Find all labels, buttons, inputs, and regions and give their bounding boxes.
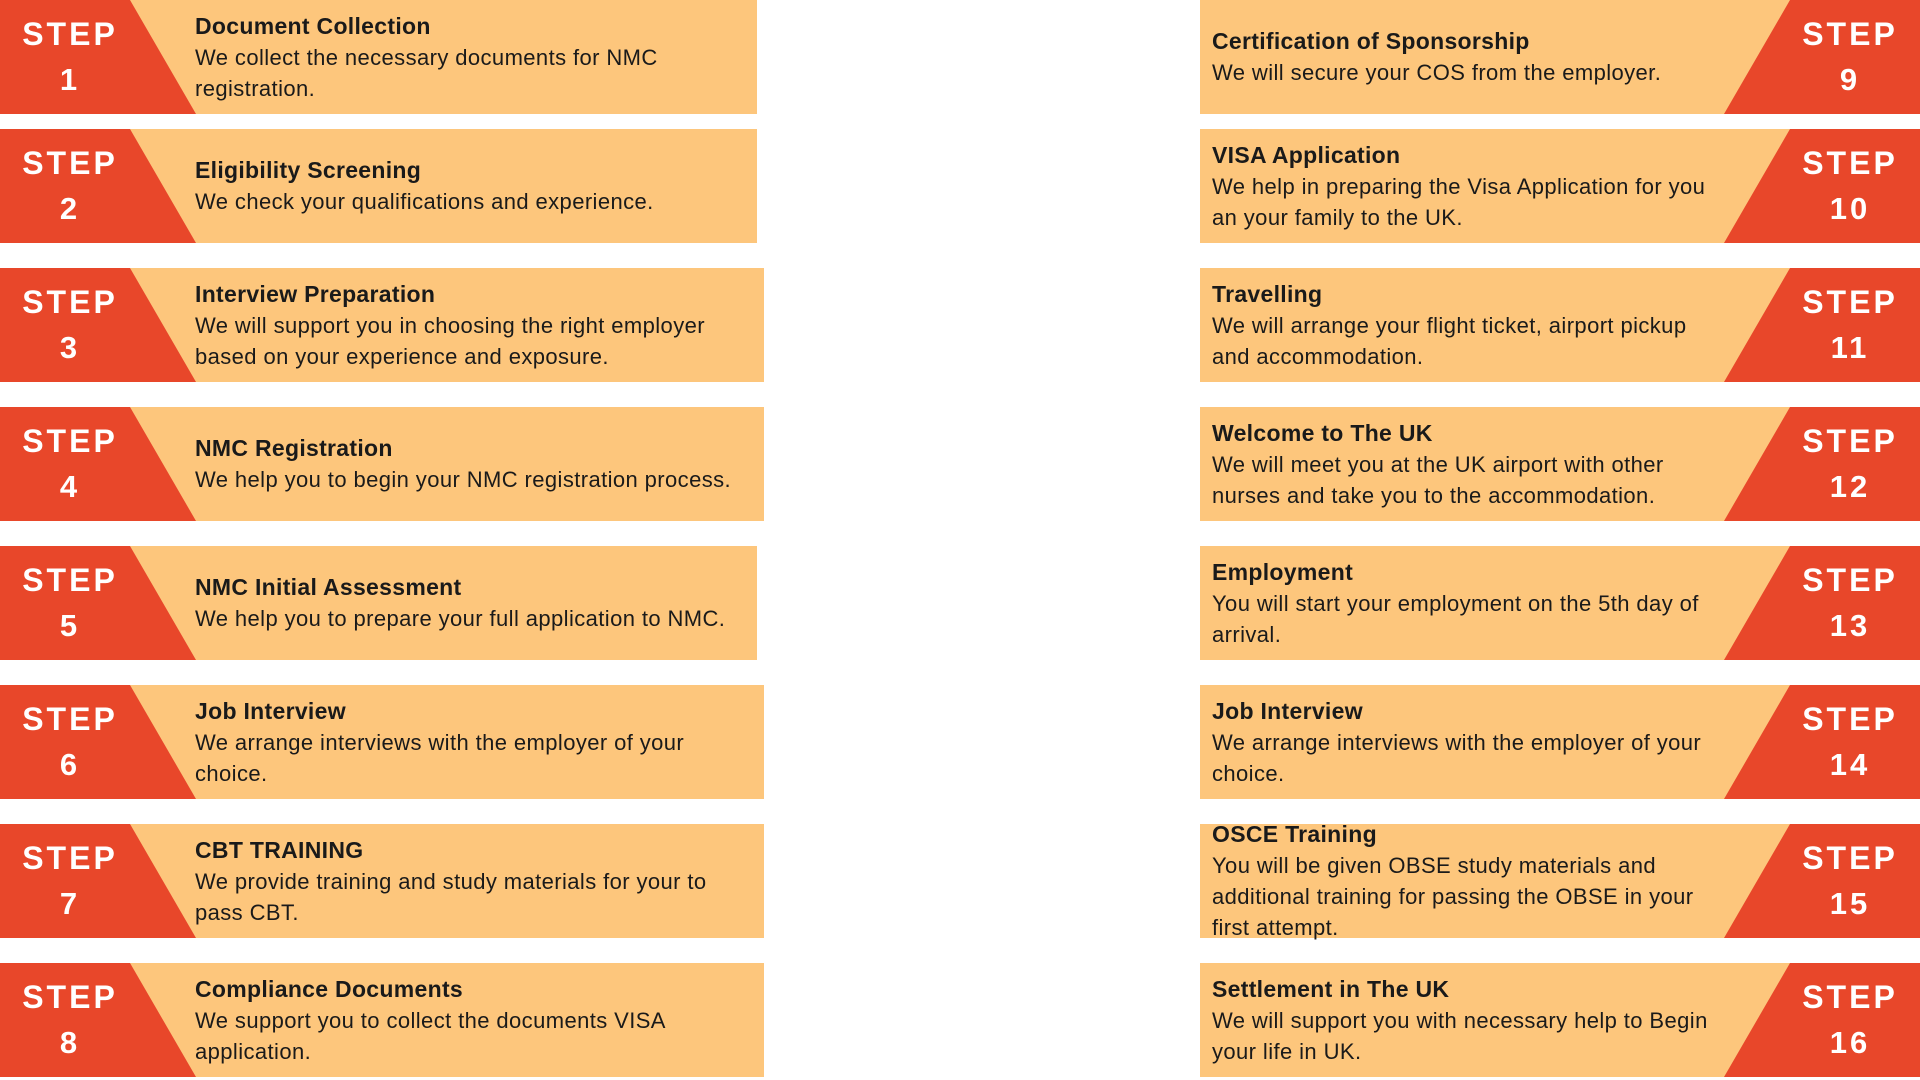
step-content [1212,685,1720,799]
step-description: We will meet you at the UK airport with other nurses and take you to the accommodation. [1212,451,1664,508]
step-card [0,0,757,114]
step-content [1212,963,1720,1077]
step-number: 1 [59,61,81,97]
step-description: We arrange interviews with the employer of your choice. [195,729,685,786]
step-word: STEP [22,701,118,738]
step-card [1200,0,1920,114]
step-number: 8 [59,1024,81,1060]
step-label [0,685,140,799]
step-content [1212,129,1720,243]
step-label [0,963,140,1077]
step-label [0,546,140,660]
step-heading: Settlement in The UK [1212,975,1450,1002]
step-label [0,0,140,114]
step-word: STEP [1802,701,1898,738]
step-content [1212,268,1720,382]
step-card [1200,546,1920,660]
step-card [1200,268,1920,382]
step-number: 16 [1829,1024,1871,1060]
step-number: 7 [59,885,81,921]
step-number: 6 [59,746,81,782]
step-content [195,129,747,243]
step-heading: Eligibility Screening [195,157,422,183]
step-description: We help in preparing the Visa Application for you an your family to the UK. [1212,173,1706,230]
step-description: We check your qualifications and experience. [195,189,654,214]
step-word: STEP [22,979,118,1016]
step-card [0,546,757,660]
step-heading: Employment [1212,558,1354,585]
step-label [1780,0,1920,114]
step-card [1200,963,1920,1077]
step-heading: NMC Registration [195,435,393,461]
step-label [1780,685,1920,799]
step-description: We support you to collect the documents VISA application. [195,1007,665,1064]
step-label [0,129,140,243]
step-content [195,546,747,660]
step-heading: CBT TRAINING [195,836,364,863]
step-content [1212,546,1720,660]
step-description: You will start your employment on the 5th day of arrival. [1212,590,1699,647]
step-number: 2 [59,190,81,226]
step-label [1780,129,1920,243]
step-content [195,407,754,521]
step-word: STEP [1802,284,1898,321]
step-heading: VISA Application [1212,141,1401,168]
step-number: 10 [1829,190,1871,226]
step-label [1780,407,1920,521]
step-content [1212,0,1720,114]
step-description: We help you to prepare your full application to NMC. [195,606,726,631]
step-word: STEP [22,284,118,321]
step-heading: Welcome to The UK [1212,419,1433,446]
step-description: We arrange interviews with the employer of your choice. [1212,729,1702,786]
step-label [0,824,140,938]
step-number: 5 [59,607,81,643]
step-number: 13 [1829,607,1871,643]
step-number: 12 [1829,468,1871,504]
step-word: STEP [1802,562,1898,599]
step-content [195,268,754,382]
step-description: We will secure your COS from the employer. [1212,60,1662,85]
step-content [195,824,754,938]
step-card [0,268,764,382]
step-heading: Document Collection [195,12,431,39]
step-word: STEP [1802,423,1898,460]
step-label [1780,546,1920,660]
step-content [1212,821,1720,940]
step-word: STEP [22,145,118,182]
step-description: We collect the necessary documents for NMC registration. [195,44,658,101]
step-heading: OSCE Training [1212,821,1377,847]
step-card [1200,129,1920,243]
step-word: STEP [1802,145,1898,182]
step-word: STEP [22,16,118,53]
step-card [1200,685,1920,799]
step-number: 11 [1830,329,1870,365]
step-heading: NMC Initial Assessment [195,574,462,600]
step-card [1200,407,1920,521]
step-card [0,685,764,799]
step-description: We will support you with necessary help to Begin your life in UK. [1212,1007,1708,1064]
step-card [0,129,757,243]
step-number: 14 [1829,746,1871,782]
step-heading: Interview Preparation [195,280,436,307]
step-word: STEP [1802,16,1898,53]
step-number: 3 [59,329,81,365]
step-heading: Job Interview [1212,697,1363,724]
step-label [0,268,140,382]
step-description: We will arrange your flight ticket, airport pickup and accommodation. [1212,312,1687,369]
step-content [1212,407,1720,521]
step-description: We provide training and study materials for your to pass CBT. [195,868,707,925]
step-number: 15 [1829,885,1871,921]
step-label [1780,268,1920,382]
step-content [195,0,747,114]
step-heading: Job Interview [195,697,346,724]
step-word: STEP [1802,840,1898,877]
step-word: STEP [1802,979,1898,1016]
step-card [0,963,764,1077]
step-label [0,407,140,521]
step-description: We will support you in choosing the right employer based on your experience and exposure. [195,312,705,369]
step-heading: Certification of Sponsorship [1212,28,1530,54]
step-number: 4 [59,468,81,504]
step-number: 9 [1839,61,1861,97]
step-description: We help you to begin your NMC registration process. [195,467,732,492]
step-content [195,963,754,1077]
step-description: You will be given OBSE study materials and additional training for passing the OBSE in your first attempt. [1212,853,1694,940]
step-heading: Travelling [1212,280,1323,307]
step-word: STEP [22,840,118,877]
step-card [0,824,764,938]
step-word: STEP [22,423,118,460]
step-word: STEP [22,562,118,599]
step-card [0,407,764,521]
step-label [1780,824,1920,938]
step-content [195,685,754,799]
step-heading: Compliance Documents [195,975,463,1002]
step-card [1200,821,1920,940]
step-label [1780,963,1920,1077]
